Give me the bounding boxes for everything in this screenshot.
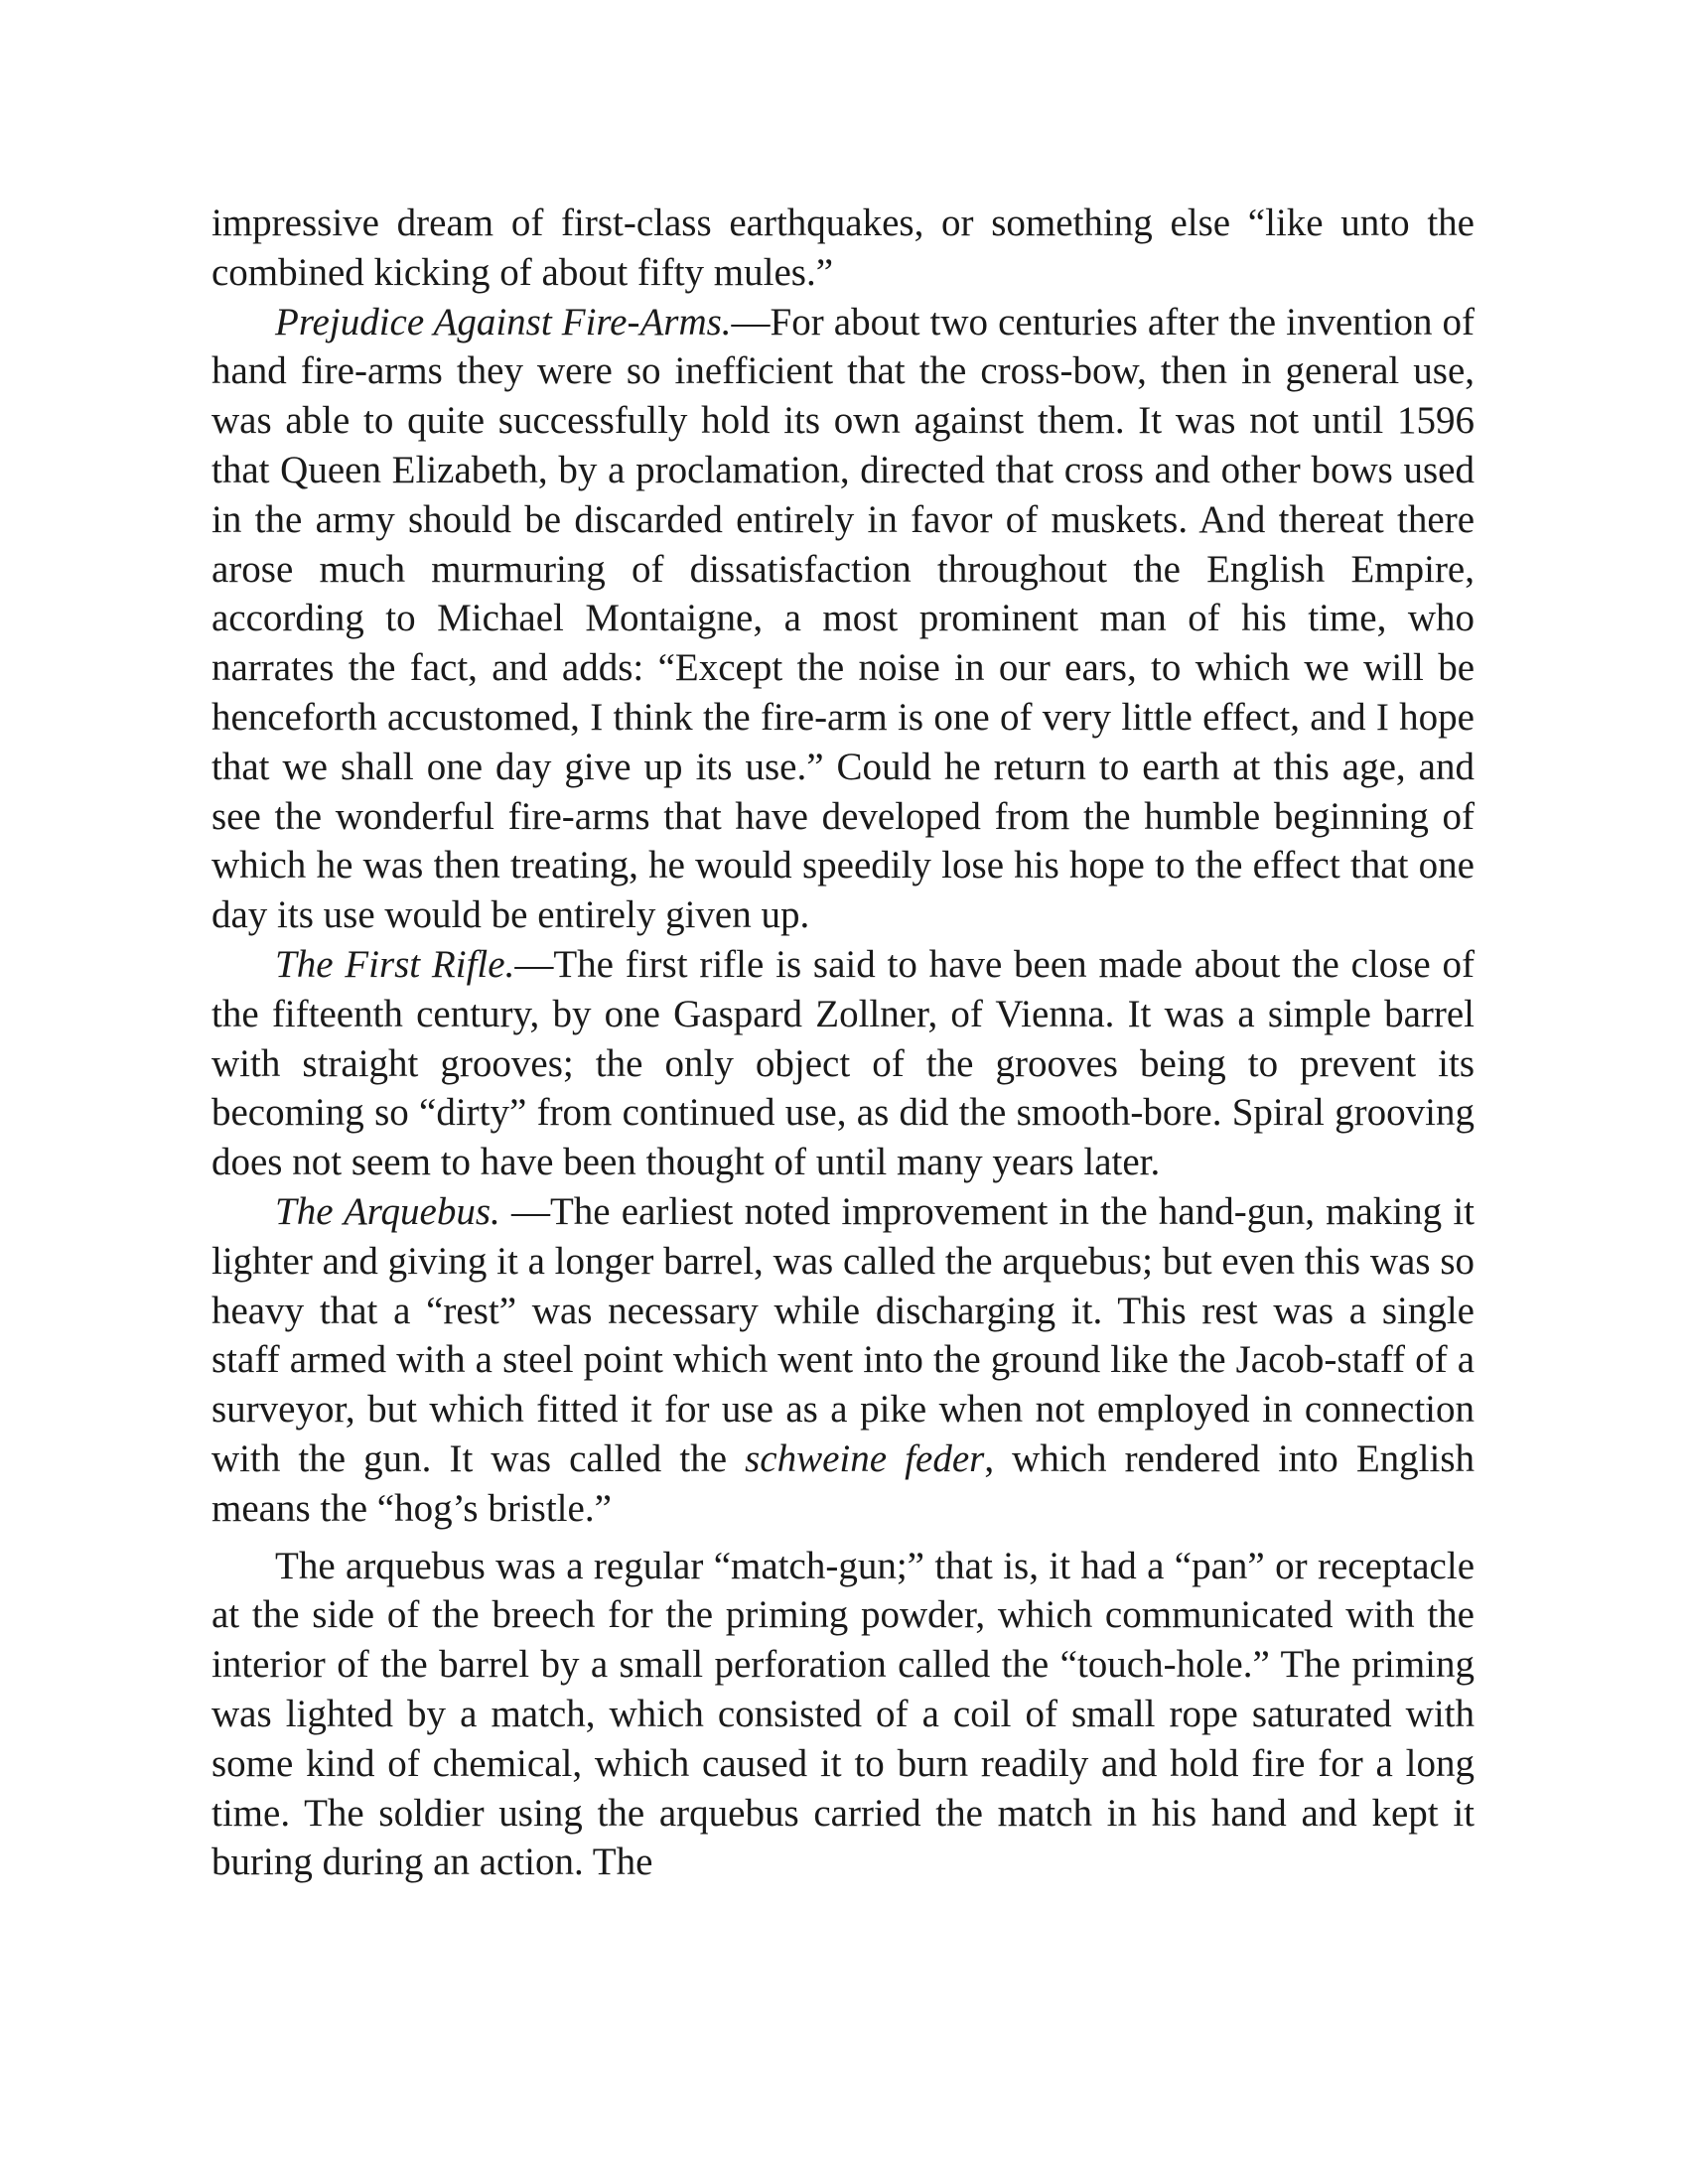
page-body (211, 199, 1475, 1887)
paragraph-prejudice-against-fire-arms (211, 298, 1475, 940)
paragraph-the-first-rifle (211, 940, 1475, 1187)
foreign-term: schweine feder (745, 1436, 985, 1480)
paragraph-text: —The first rifle is said to have been made about the close of the fifteenth century, by one Gaspard Zollner, of Vienna. It was a simple barrel with straight grooves; the only object of the grooves being to prevent its becoming so “dirty” from continued use, as did the smooth-bore. Spiral grooving does not seem to have been thought of until many years later. (211, 942, 1475, 1184)
paragraph-match-gun (211, 1542, 1475, 1888)
paragraph-text: —The earliest noted improvement in the hand-gun, making it lighter and giving it a longer barrel, was called the arquebus; but even this was so heavy that a “rest” was necessary while discharging it. This rest was a single staff armed with a steel point which went into the ground like the Jacob-staff of a surveyor, but which fitted it for use as a pike when not employed in connection with the gun. It was called the (211, 1189, 1475, 1480)
section-heading: The First Rifle. (275, 942, 515, 986)
paragraph-continuation (211, 199, 1475, 298)
section-heading: The Arquebus. (275, 1189, 500, 1233)
paragraph-text: , which rendered into English means the “hog’s bristle.” (211, 1436, 1475, 1530)
paragraph-the-arquebus (211, 1187, 1475, 1534)
paragraph-text: impressive dream of first-class earthquakes, or something else “like unto the combined kicking of about fifty mules.” (211, 202, 1475, 294)
section-heading: Prejudice Against Fire-Arms. (275, 300, 732, 343)
paragraph-text: The arquebus was a regular “match-gun;” that is, it had a “pan” or receptacle at the side of the breech for the priming powder, which communicated with the interior of the barrel by a small perforation called the “touch-hole.” The priming was lighted by a match, which consisted of a coil of small rope saturated with some kind of chemical, which caused it to burn readily and hold fire for a long time. The soldier using the arquebus carried the match in his hand and kept it buring during an action. The (211, 1544, 1475, 1884)
paragraph-text: —For about two centuries after the invention of hand fire-arms they were so inefficient that the cross-bow, then in general use, was able to quite successfully hold its own against them. It was not until 1596 that Queen Elizabeth, by a proclamation, directed that cross and other bows used in the army should be discarded entirely in favor of muskets. And thereat there arose much murmuring of dissatisfaction throughout the English Empire, according to Michael Montaigne, a most prominent man of his time, who narrates the fact, and adds: “Except the noise in our ears, to which we will be henceforth accustomed, I think the fire-arm is one of very little effect, and I hope that we shall one day give up its use.” Could he return to earth at this age, and see the wonderful fire-arms that have developed from the humble beginning of which he was then treating, he would speedily lose his hope to the effect that one day its use would be entirely given up. (211, 300, 1476, 937)
